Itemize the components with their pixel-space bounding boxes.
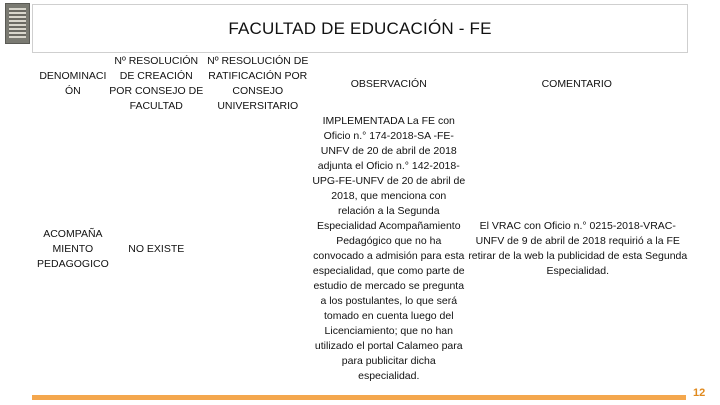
header-comentario: COMENTARIO (466, 54, 688, 114)
cell-observacion: IMPLEMENTADA La FE con Oficio n.° 174-2018-SA -FE-UNFV de 20 de abril de 2018 adjunta el Oficio n.° 142-2018-UPG-FE-UNFV de 20 de abril de 2018, que menciona con relación a la Segunda Especialidad Acompañamiento Pedagógico que no ha convocado a admisión para esta especialidad, que como parte de estudio de mercado se pregunta a los postulantes, lo que será tomado en cuenta luego del Licenciamiento; que no han utilizado el portal Calameo para para publicitar dicha especialidad. (312, 115, 466, 382)
table-row (37, 114, 688, 384)
table-header-row (37, 54, 688, 114)
cell-denominacion: ACOMPAÑA MIENTO PEDAGOGICO (37, 114, 109, 384)
cell-resolucion-ratificacion (204, 114, 312, 384)
page-number: 12 (693, 387, 706, 399)
page-title-text: FACULTAD DE EDUCACIÓN - FE (228, 18, 492, 38)
header-denominacion: DENOMINACI ÓN (37, 54, 109, 114)
footer-accent-bar (32, 395, 686, 400)
header-resolucion-creacion: Nº RESOLUCIÓN DE CREACIÓN POR CONSEJO DE FACULTAD (109, 55, 204, 112)
cell-comentario: El VRAC con Oficio n.° 0215-2018-VRAC-UNFV de 9 de abril de 2018 requirió a la FE retirar de la web la publicidad de esta Segunda Especialidad. (466, 114, 688, 384)
university-logo (5, 3, 30, 44)
header-resolucion-ratificacion: Nº RESOLUCIÓN DE RATIFICACIÓN POR CONSEJO UNIVERSITARIO (204, 54, 312, 114)
page-title (32, 4, 688, 53)
programs-table (37, 54, 688, 384)
header-observacion: OBSERVACIÓN (312, 54, 466, 114)
cell-resolucion-creacion: NO EXISTE (109, 114, 204, 384)
